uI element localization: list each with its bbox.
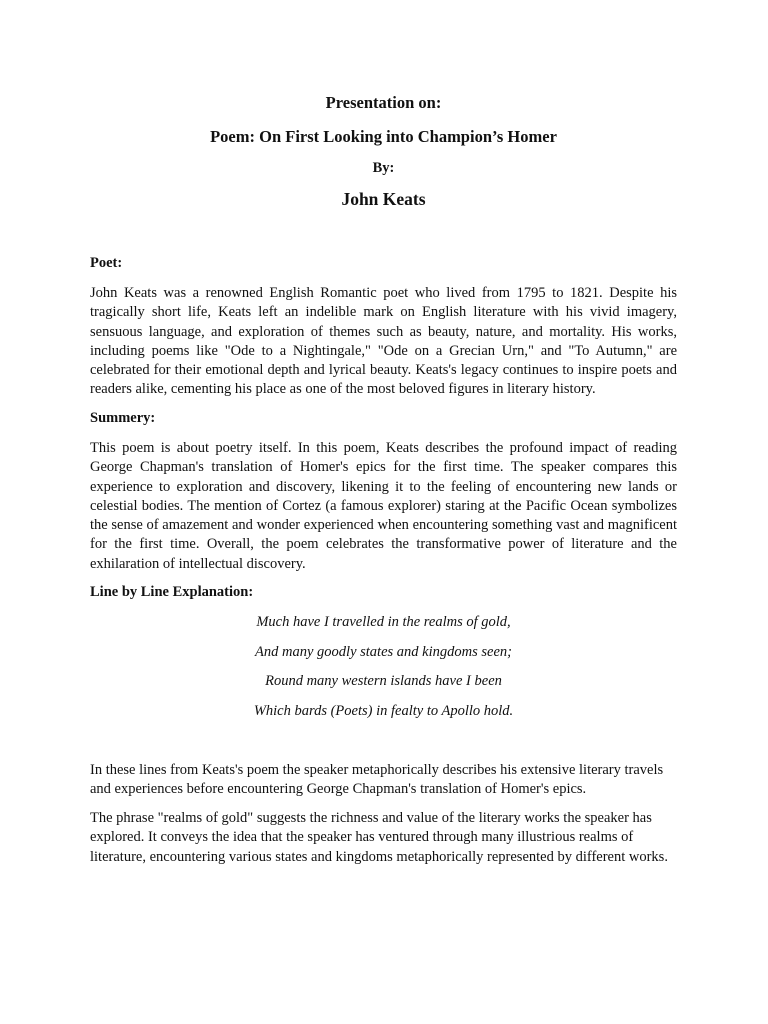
explanation-heading: Line by Line Explanation:: [90, 584, 254, 600]
presentation-label: Presentation on:: [325, 93, 442, 112]
summary-paragraph: This poem is about poetry itself. In this poem, Keats describes the profound impact of reading George Chapman's translation of Homer's epics for the first time. The speaker compares this experience to exploration and discovery, likening it to the feeling of encountering new lands or celestial bodies. The mention of Cortez (a famous explorer) staring at the Pacific Ocean symbolizes the sense of amazement and wonder experienced when encountering something vast and magnificent for the first time. Overall, the poem celebrates the transformative power of literature and the exhilaration of intellectual discovery.: [90, 440, 677, 572]
verse-line-1: Much have I travelled in the realms of gold,: [256, 614, 511, 630]
poet-paragraph: John Keats was a renowned English Romantic poet who lived from 1795 to 1821. Despite his tragically short life, Keats left an indelible mark on English literature with his vivid imagery, sensuous language, and exploration of themes such as beauty, nature, and mortality. His works, including poems like "Ode to a Nightingale," "Ode on a Grecian Urn," and "To Autumn," are celebrated for their emotional depth and lyrical beauty. Keats's legacy continues to inspire poets and readers alike, cementing his place as one of the most beloved figures in literary history.: [90, 285, 677, 398]
summary-heading: Summery:: [90, 410, 156, 426]
by-label: By:: [372, 160, 395, 176]
explanation-paragraph-2: The phrase "realms of gold" suggests the richness and value of the literary works the speaker has explored. It conveys the idea that the speaker has ventured through many illustrious realms of literature, encountering various states and kingdoms metaphorically represented by different works.: [90, 810, 668, 865]
verse-line-2: And many goodly states and kingdoms seen;: [255, 644, 512, 660]
explanation-paragraph-1: In these lines from Keats's poem the speaker metaphorically describes his extensive literary travels and experiences before encountering George Chapman's translation of Homer's epics.: [90, 762, 664, 798]
author-name: John Keats: [341, 189, 426, 209]
poem-title: Poem: On First Looking into Champion’s Homer: [210, 127, 557, 146]
document-page: [90, 0, 677, 1024]
verse-line-3: Round many western islands have I been: [265, 673, 502, 689]
verse-line-4: Which bards (Poets) in fealty to Apollo hold.: [253, 703, 514, 719]
poet-heading: Poet:: [90, 255, 123, 271]
